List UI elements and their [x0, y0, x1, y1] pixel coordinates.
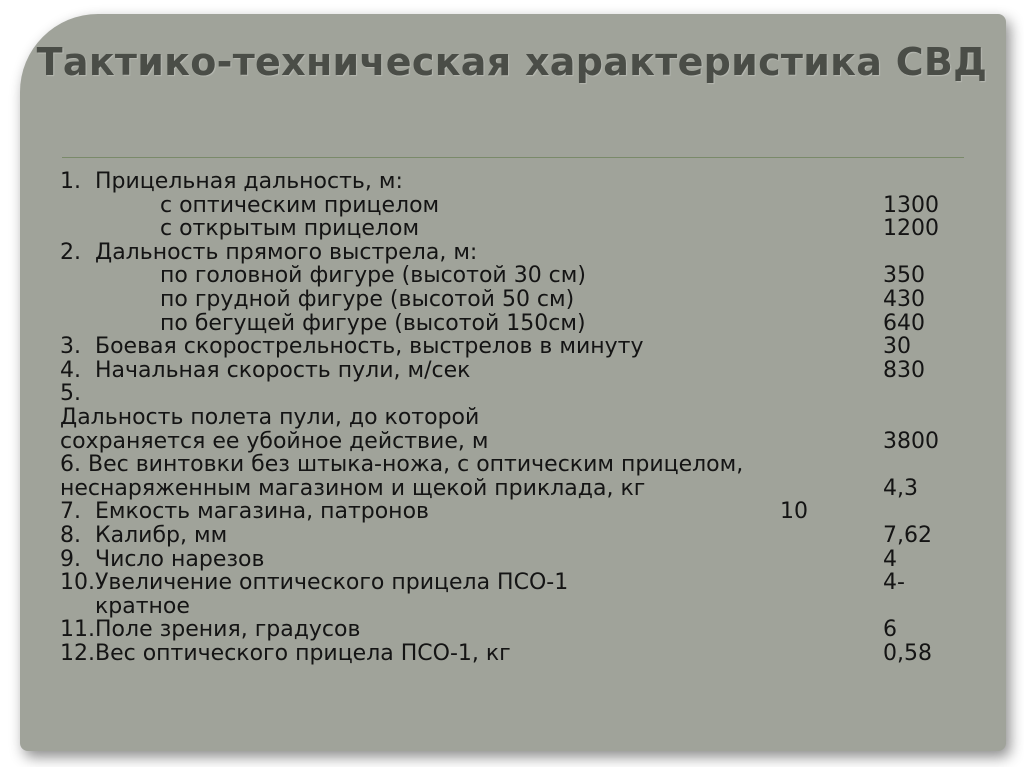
- spec-label: Увеличение оптического прицела ПСО-1: [95, 570, 569, 596]
- spec-label: Вес оптического прицела ПСО-1, кг: [95, 641, 511, 666]
- spec-number: 8.: [60, 523, 81, 548]
- spec-row: [0, 241, 1024, 265]
- spec-row: [0, 194, 1024, 218]
- spec-number: 4.: [60, 357, 81, 383]
- spec-label: по грудной фигуре (высотой 50 см): [160, 287, 575, 312]
- spec-row: [0, 170, 1024, 194]
- spec-value: 350: [883, 263, 925, 289]
- spec-row: [0, 382, 1024, 406]
- spec-label: Дальность полета пули, до которой: [60, 405, 480, 430]
- spec-value: 830: [883, 357, 925, 383]
- slide-title: Тактико-техническая характеристика СВД: [36, 40, 988, 84]
- spec-label: Прицельная дальность, м:: [95, 169, 403, 194]
- spec-number: 2.: [60, 239, 81, 265]
- spec-label: Число нарезов: [95, 546, 265, 572]
- spec-label: Начальная скорость пули, м/сек: [95, 357, 471, 383]
- spec-label: неснаряженным магазином и щекой приклада, кг: [60, 475, 646, 501]
- spec-label: по бегущей фигуре (высотой 150см): [160, 310, 586, 336]
- spec-label: кратное: [95, 593, 190, 619]
- spec-value: 7,62: [883, 523, 932, 548]
- spec-number: 3.: [60, 334, 81, 360]
- spec-row: [0, 548, 1024, 572]
- spec-label: по головной фигуре (высотой 30 см): [160, 263, 586, 289]
- spec-row: [0, 642, 1024, 666]
- spec-value: 10: [780, 499, 808, 525]
- spec-row: [0, 595, 1024, 619]
- spec-label: Дальность прямого выстрела, м:: [95, 239, 478, 265]
- spec-label: с открытым прицелом: [160, 216, 420, 242]
- spec-row: [0, 406, 1024, 430]
- spec-number: 11.: [60, 617, 95, 643]
- spec-label: 6. Вес винтовки без штыка-ножа, с оптическим прицелом,: [60, 452, 744, 478]
- spec-value: 6: [883, 617, 897, 643]
- spec-label: Поле зрения, градусов: [95, 617, 361, 643]
- spec-value: 4-: [883, 570, 905, 596]
- spec-label: Боевая скорострельность, выстрелов в минуту: [95, 334, 644, 360]
- spec-value: 430: [883, 287, 925, 312]
- spec-value: 1200: [883, 216, 939, 242]
- spec-value: 4: [883, 546, 897, 572]
- spec-number: 1.: [60, 169, 81, 194]
- spec-number: 10.: [60, 570, 95, 596]
- spec-value: 640: [883, 310, 925, 336]
- title-divider: [62, 157, 964, 158]
- spec-label: сохраняется ее убойное действие, м: [60, 428, 489, 454]
- spec-label: Емкость магазина, патронов: [95, 499, 429, 525]
- spec-row: [0, 288, 1024, 312]
- spec-row: [0, 264, 1024, 288]
- spec-value: 3800: [883, 428, 939, 454]
- spec-row: [0, 430, 1024, 454]
- spec-number: 12.: [60, 641, 95, 666]
- spec-label: Калибр, мм: [95, 523, 228, 548]
- spec-row: [0, 500, 1024, 524]
- spec-row: [0, 335, 1024, 359]
- spec-number: 9.: [60, 546, 81, 572]
- spec-number: 5.: [60, 381, 81, 407]
- spec-value: 30: [883, 334, 911, 360]
- spec-row: [0, 453, 1024, 477]
- spec-value: 0,58: [883, 641, 932, 666]
- spec-row: [0, 217, 1024, 241]
- spec-row: [0, 618, 1024, 642]
- spec-value: 1300: [883, 192, 939, 218]
- spec-row: [0, 359, 1024, 383]
- spec-label: с оптическим прицелом: [160, 192, 440, 218]
- spec-row: [0, 312, 1024, 336]
- spec-row: [0, 571, 1024, 595]
- spec-number: 7.: [60, 499, 81, 525]
- spec-row: [0, 477, 1024, 501]
- spec-value: 4,3: [883, 475, 918, 501]
- spec-row: [0, 524, 1024, 548]
